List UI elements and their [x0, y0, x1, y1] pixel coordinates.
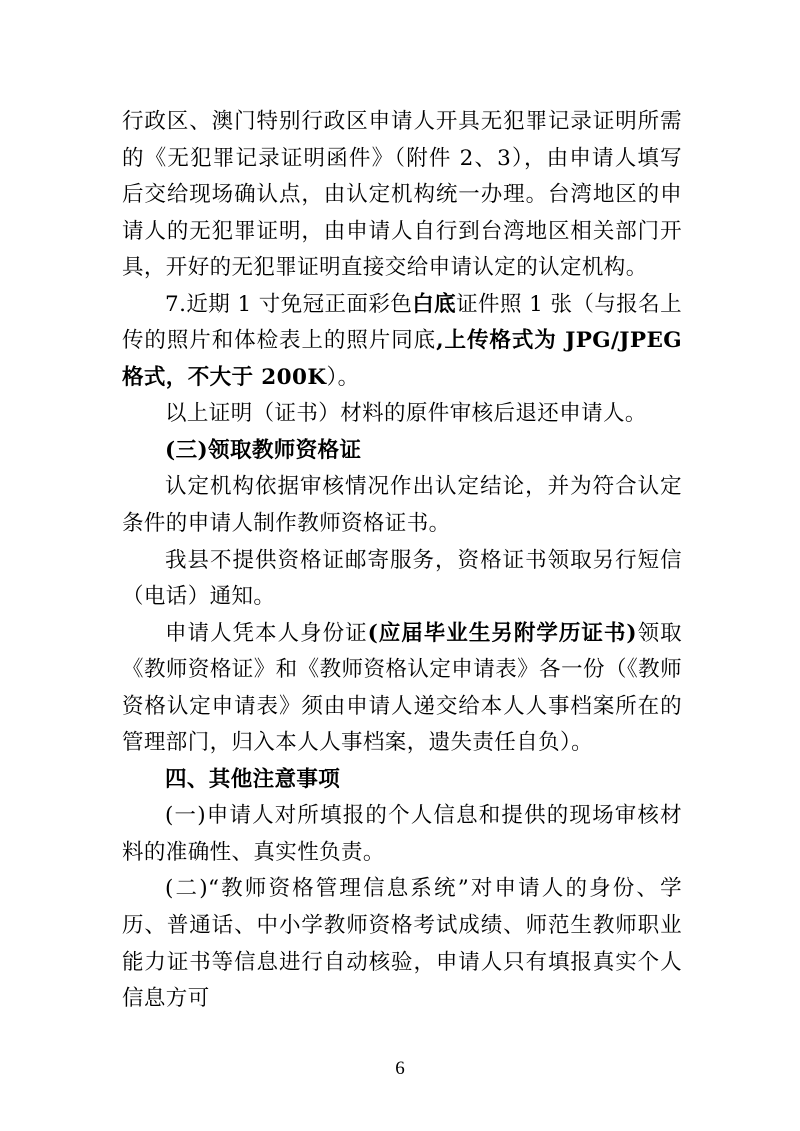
bold-text-segment: ,上传格式为 JPG/JPEG 格式，不大于 200K [122, 328, 682, 390]
paragraph [122, 433, 682, 470]
bold-text-segment: (三)领取教师资格证 [165, 437, 362, 463]
paragraph [122, 616, 682, 762]
text-segment: 7.近期 1 寸免冠正面彩色 [165, 291, 413, 317]
text-segment: 以上证明（证书）材料的原件审核后退还申请人。 [165, 401, 647, 427]
bold-text-segment: 白底 [412, 291, 457, 317]
text-segment: (二)“教师资格管理信息系统”对申请人的身份、学历、普通话、中小学教师资格考试成绩、师范生教师职业能力证书等信息进行自动核验，申请人只有填报真实个人信息方可 [122, 876, 682, 1012]
text-segment: 申请人凭本人身份证 [165, 620, 368, 646]
text-segment: 认定机构依据审核情况作出认定结论，并为符合认定条件的申请人制作教师资格证书。 [122, 474, 682, 537]
bold-text-segment: 四、其他注意事项 [165, 766, 341, 792]
text-segment: 领取《教师资格证》和《教师资格认定申请表》各一份（《教师资格认定申请表》须由申请人递交给本人人事档案所在的管理部门，归入本人人事档案，遗失责任自负）。 [122, 620, 682, 756]
text-segment: ）。 [326, 364, 360, 390]
text-segment: (一)申请人对所填报的个人信息和提供的现场审核材料的准确性、真实性负责。 [122, 803, 682, 865]
paragraph [122, 469, 682, 542]
paragraph [122, 762, 682, 799]
bold-text-segment: (应届毕业生另附学历证书) [367, 620, 637, 646]
paragraph [122, 543, 682, 616]
text-segment: 我县不提供资格证邮寄服务，资格证书领取另行短信（电话）通知。 [122, 547, 682, 610]
page-number: 6 [395, 1058, 405, 1079]
paragraph [122, 798, 682, 871]
paragraph [122, 104, 682, 287]
paragraph [122, 287, 682, 397]
text-segment: 行政区、澳门特别行政区申请人开具无犯罪记录证明所需的《无犯罪记录证明函件》（附件 2、3），由申请人填写后交给现场确认点，由认定机构统一办理。台湾地区的申请人的无犯罪证明，由申请人自行到台湾地区相关部门开具，开好的无犯罪证明直接交给申请认定的认定机构。 [122, 109, 682, 281]
paragraph [122, 871, 682, 1017]
body-text [122, 104, 682, 1018]
text-segment: 证件照 1 张（与报名上传的照片和体检表上的照片同底 [122, 291, 682, 354]
paragraph [122, 396, 682, 433]
